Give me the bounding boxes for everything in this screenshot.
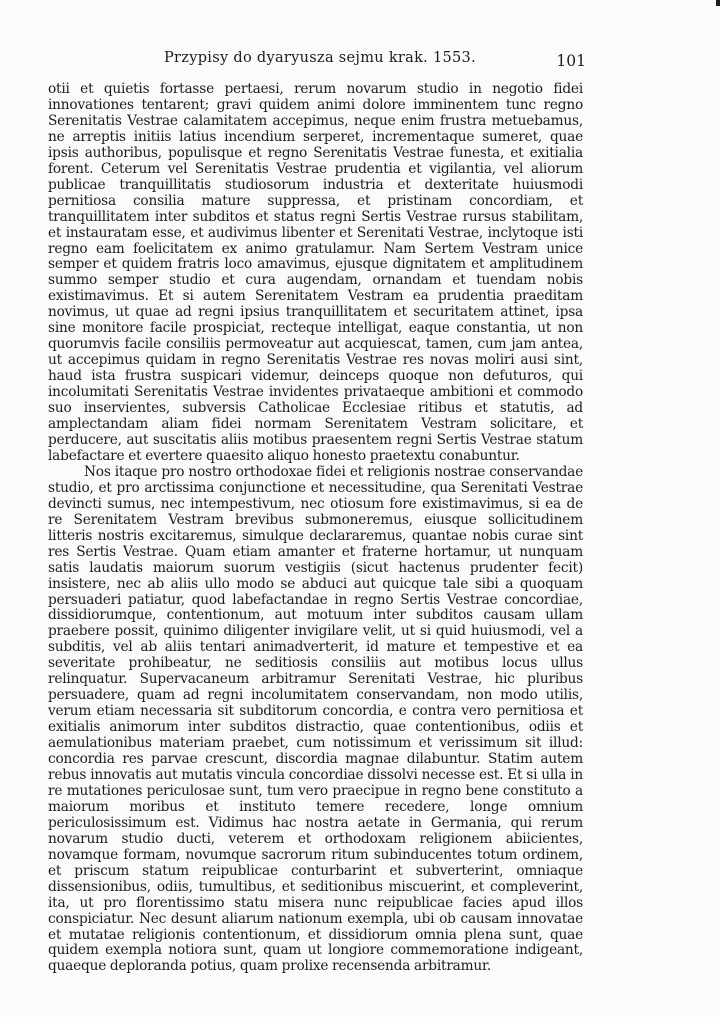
running-title: Przypisy do dyaryusza sejmu krak. 1553. (163, 50, 476, 66)
page-header (40, 50, 600, 72)
paragraph: Nos itaque pro nostro orthodoxae fidei et religionis nostrae conservandae studio, et pro arctissima conjunctione et necessitudine, qua Serenitati Vestrae devincti sumus, nec intempestivum, nec otiosum fore existimavimus, si ea de re Serenitatem Vestram brevibus submoneremus, eiusque sollicitudinem litteris nostris excitaremus, simulque declararemus, quantae nobis curae sint res Sertis Vestrae. Quam etiam amanter et fraterne hortamur, ut nunquam satis laudatis maiorum suorum vestigiis (sicut hactenus prudenter fecit) insistere, nec ab aliis ullo modo se abduci aut quicque tale sibi a quoquam persuaderi patiatur, quod labefactandae in regno Sertis Vestrae concordiae, dissidiorumque, contentionum, aut motuum inter subditos causam ullam praebere possit, quinimo diligenter invigilare velit, ut si quid huiusmodi, vel a subditis, vel ab aliis tentari animadverterit, id mature et tempestive et ea severitate prohibeatur, ne seditiosis consiliis aut motibus locus ullus relinquatur. Supervacaneum arbitramur Serenitati Vestrae, hic pluribus persuadere, quam ad regni incolumitatem conservandam, non modo utilis, verum etiam necessaria sit subditorum concordia, e contra vero pernitiosa et exitialis animorum inter subditos distractio, quae contentionibus, odiis et aemulationibus materiam praebet, cum notissimum et verissimum sit illud: concordia res parvae crescunt, discordia magnae dilabuntur. Statim autem rebus innovatis aut mutatis vincula concordiae dissolvi necesse est. Et si ulla in re mutationes periculosae sunt, tum vero praecipue in regno bene constituto a maiorum moribus et instituto temere recedere, longe omnium periculosissimum est. Vidimus hac nostra aetate in Germania, qui rerum novarum studio ducti, veterem et orthodoxam religionem abiicientes, novamque formam, novumque sacrorum ritum subinducentes totum ordinem, et priscum statum reipublicae conturbarint et subverterint, omniaque dissensionibus, odiis, tumultibus, et seditionibus miscuerint, et compleverint, ita, ut pro florentissimo statu misera nunc reipublicae facies apud illos conspiciatur. Nec desunt aliarum nationum exempla, ubi ob causam innovatae et mutatae religionis contentionum, et dissidiorum omnia plena sunt, quae quidem exempla notiora sunt, quam ut longiore commemoratione indigeant, quaeque deploranda potius, quam prolixe recensenda arbitramur. (48, 463, 583, 975)
scan-edge-mark (716, 0, 720, 6)
paragraph: otii et quietis fortasse pertaesi, rerum novarum studio in negotio fidei innovationes tentarent; gravi quidem animi dolore imminentem tunc regno Serenitatis Vestrae calamitatem accepimus, neque enim frustra metuebamus, ne arreptis initiis latius incendium serperet, incrementaque sumeret, quae ipsis authoribus, populisque et regno Serenitatis Vestrae funesta, et exitialia forent. Ceterum vel Serenitatis Vestrae prudentia et vigilantia, vel aliorum publicae tranquillitatis studiosorum industria et dexteritate huiusmodi pernitiosa consilia mature suppressa, et pristinam concordiam, et tranquillitatem inter subditos et status regni Sertis Vestrae rursus stabilitam, et instauratam esse, et audivimus libenter et Serenitati Vestrae, inclytoque isti regno eam foelicitatem ex animo gratulamur. Nam Sertem Vestram unice semper et quidem fratris loco amavimus, ejusque dignitatem et amplitudinem summo semper studio et cura augendam, ornandam et tuendam nobis existimavimus. Et si autem Serenitatem Vestram ea prudentia praeditam novimus, ut quae ad regni ipsius tranquillitatem et securitatem attinet, ipsa sine monitore facile prospiciat, recteque intelligat, eaque constantia, ut non quorumvis facile consiliis permoveatur aut acquiescat, tamen, cum jam antea, ut accepimus quidam in regno Serenitatis Vestrae res novas moliri ausi sint, haud ista frustra suspicari videmur, deinceps quoque non defuturos, qui incolumitati Serenitatis Vestrae invidentes privataeque ambitioni et commodo suo inservientes, subversis Catholicae Ecclesiae ritibus et statutis, ad amplectandam aliam fidei normam Serenitatem Vestram solicitare, et perducere, aut suscitatis aliis motibus praesentem regni Sertis Vestrae statum labefactare et evertere quaesito aliquo honesto praetextu conabuntur. (48, 81, 583, 464)
body-text (48, 82, 583, 975)
page-number: 101 (556, 52, 586, 70)
